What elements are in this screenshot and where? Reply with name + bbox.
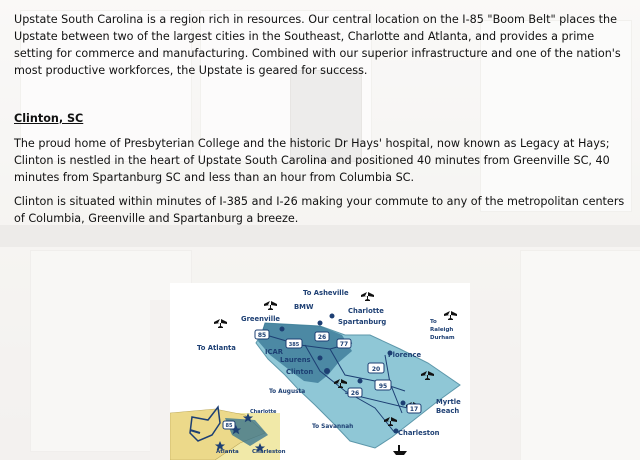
label-durham: Durham (430, 335, 455, 341)
airplane-icon-charlotte (361, 292, 374, 301)
inset-label-atlanta: Atlanta (216, 449, 239, 455)
label-bmw: BMW (294, 303, 314, 311)
shield-i26-lowcountry (348, 388, 362, 397)
airplane-icon-greenville (264, 301, 277, 310)
inset-label-charleston: Charleston (252, 449, 286, 455)
shield-i85 (255, 330, 269, 339)
south-carolina-map (170, 283, 470, 460)
svg-text:385: 385 (288, 342, 300, 348)
clinton-paragraph-1: The proud home of Presbyterian College and the historic Dr Hays' hospital, now known as Legacy at Hays; Clinton is nestled in the heart of Upstate South Carolina and positioned 40 minutes from Greenville SC, 40 minutes from Spartanburg SC and less than an hour from Columbia SC. (14, 137, 610, 184)
svg-text:26: 26 (317, 334, 327, 341)
label-icar: ICAR (265, 348, 284, 356)
label-beach: Beach (436, 407, 460, 415)
svg-text:17: 17 (409, 406, 419, 413)
svg-text:77: 77 (339, 341, 349, 348)
shield-i20 (368, 363, 384, 373)
shield-i77 (337, 339, 351, 348)
label-myrtle: Myrtle (436, 398, 461, 406)
shield-i385 (286, 339, 302, 348)
shield-i95 (375, 380, 391, 390)
ship-icon (393, 445, 407, 455)
label-to-savannah: To Savannah (312, 424, 354, 430)
label-to-atlanta: To Atlanta (197, 344, 236, 352)
airplane-icon-raleigh (444, 311, 457, 320)
inset-label-charlotte: Charlotte (250, 409, 277, 415)
shield-us17 (407, 404, 421, 413)
svg-text:95: 95 (378, 383, 388, 390)
label-greenville: Greenville (241, 315, 281, 323)
label-to-augusta: To Augusta (269, 389, 306, 395)
label-charleston: Charleston (398, 429, 440, 437)
clinton-paragraph-2: Clinton is situated within minutes of I-385 and I-26 making your commute to any of the metropolitan centers of Columbia, Greenville and Spartanburg a breeze. (14, 195, 625, 225)
label-florence: Florence (388, 351, 422, 359)
label-charlotte: Charlotte (348, 307, 384, 315)
intro-paragraph: Upstate South Carolina is a region rich in resources. Our central location on the I-85 "Boom Belt" places the Upstate between two of the largest cities in the Southeast, Charlotte and Atlanta, and provides a prime setting for commerce and manufacturing. Combined with our superior infrastructure and one of the nation's most productive workforces, the Upstate is geared for success. (14, 13, 621, 77)
label-clinton: Clinton (286, 368, 314, 376)
clinton-heading: Clinton, SC (14, 112, 84, 125)
shield-i26-upstate (315, 332, 329, 341)
label-raleigh: Raleigh (430, 327, 454, 333)
svg-text:20: 20 (371, 366, 381, 373)
label-laurens: Laurens (280, 356, 311, 364)
label-to-asheville: To Asheville (303, 289, 349, 297)
label-spartanburg: Spartanburg (338, 318, 387, 326)
shield-inset-i85 (223, 421, 235, 429)
svg-text:85: 85 (257, 332, 267, 339)
svg-text:26: 26 (350, 390, 360, 397)
svg-text:85: 85 (225, 423, 233, 429)
airplane-icon-atlanta (214, 319, 227, 328)
label-raleigh-to: To (430, 319, 437, 325)
